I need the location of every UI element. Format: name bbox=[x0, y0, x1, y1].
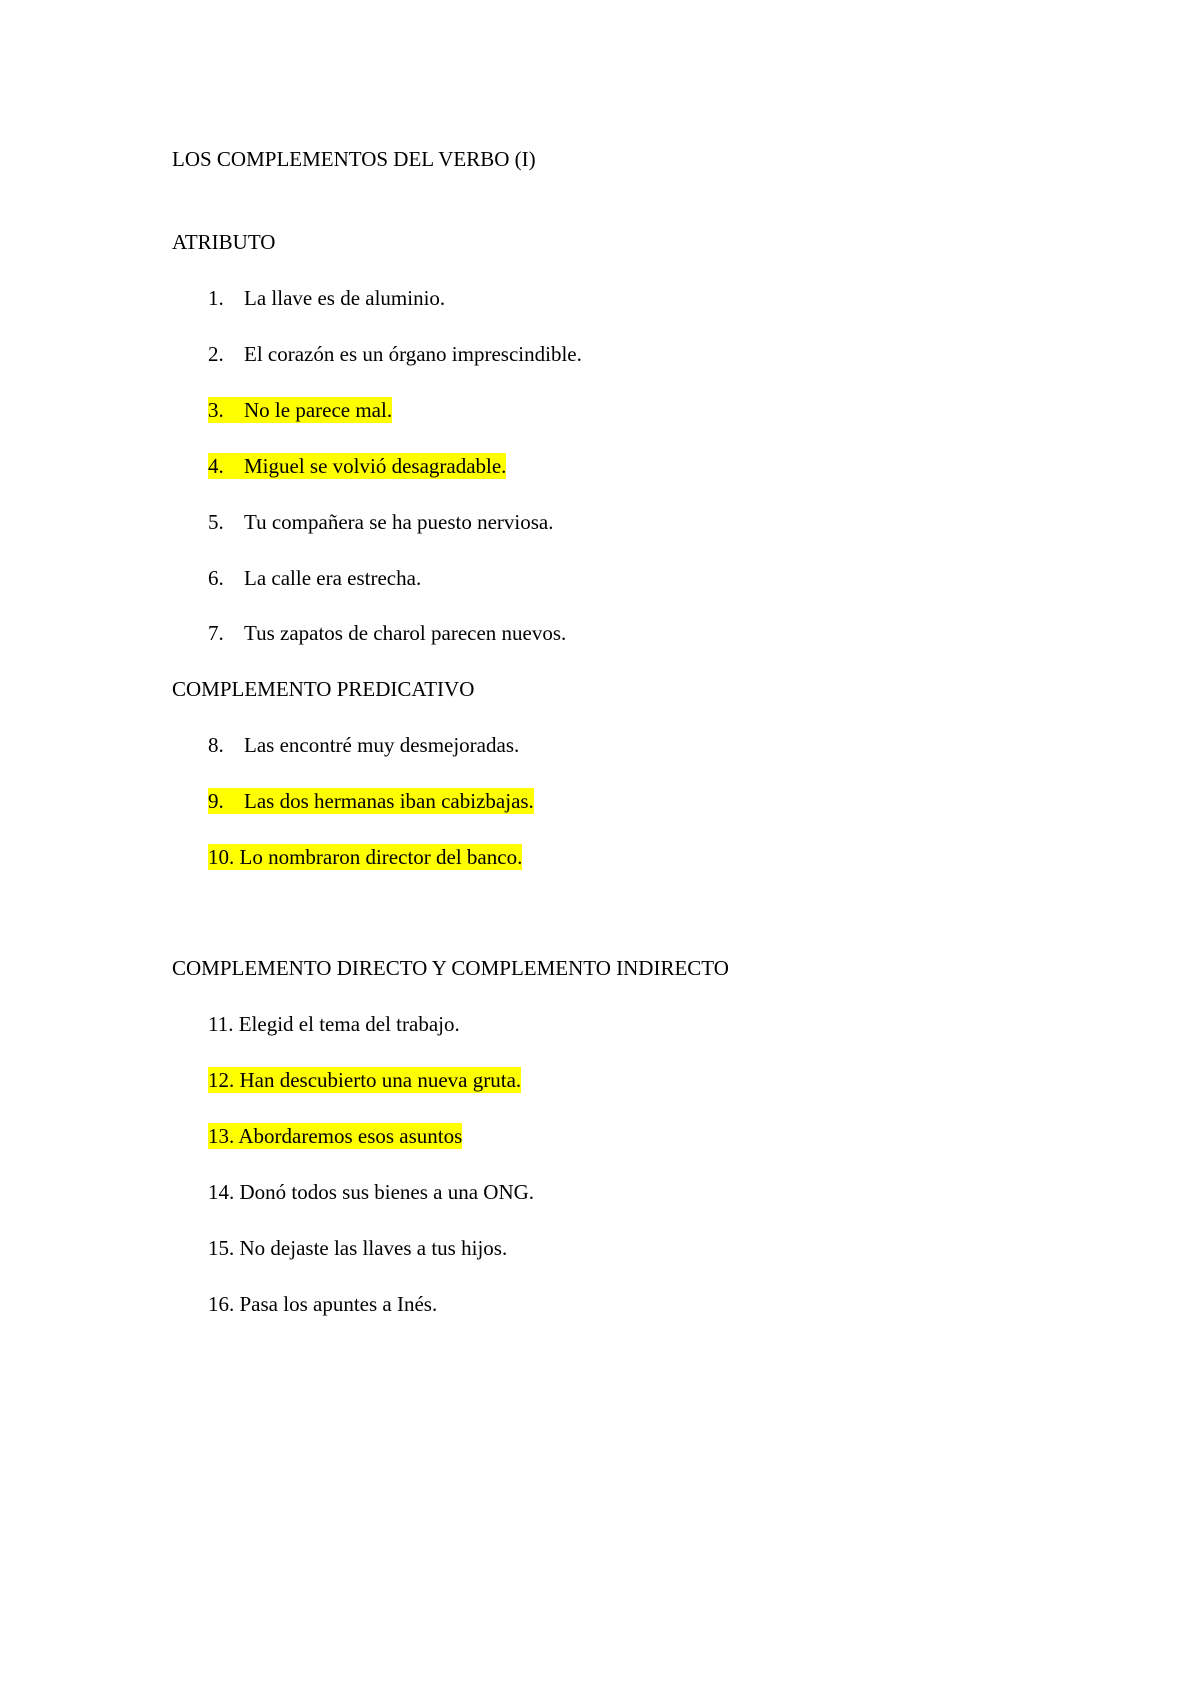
item-number: 14. bbox=[208, 1180, 235, 1204]
item-text-span bbox=[208, 621, 566, 645]
item-number: 3. bbox=[208, 398, 224, 422]
item-number: 10. bbox=[208, 845, 235, 869]
section-heading-directo-indirecto: COMPLEMENTO DIRECTO Y COMPLEMENTO INDIRECTO bbox=[172, 956, 729, 980]
item-number: 15. bbox=[208, 1236, 235, 1260]
list-item bbox=[208, 340, 582, 368]
highlight-mark bbox=[208, 397, 392, 423]
item-number: 7. bbox=[208, 621, 224, 645]
item-text-span bbox=[208, 510, 553, 534]
highlight-mark bbox=[208, 788, 534, 814]
highlight-mark bbox=[208, 1123, 462, 1149]
item-text: No dejaste las llaves a tus hijos. bbox=[239, 1236, 508, 1260]
list-item-highlighted bbox=[208, 1122, 462, 1150]
list-item bbox=[208, 508, 553, 536]
item-text: La calle era estrecha. bbox=[244, 566, 422, 590]
list-item bbox=[208, 1010, 460, 1038]
highlight-mark bbox=[208, 453, 506, 479]
list-item bbox=[208, 731, 519, 759]
document-title: LOS COMPLEMENTOS DEL VERBO (I) bbox=[172, 147, 536, 171]
item-text-span bbox=[208, 342, 582, 366]
list-item-highlighted bbox=[208, 396, 392, 424]
item-text-span bbox=[208, 1236, 507, 1260]
item-text: Abordaremos esos asuntos bbox=[238, 1124, 463, 1148]
item-text: Tus zapatos de charol parecen nuevos. bbox=[244, 621, 567, 645]
list-item bbox=[208, 619, 566, 647]
item-number: 12. bbox=[208, 1068, 235, 1092]
section-heading-predicativo: COMPLEMENTO PREDICATIVO bbox=[172, 677, 475, 701]
item-number: 8. bbox=[208, 733, 224, 757]
section-heading-atributo: ATRIBUTO bbox=[172, 230, 276, 254]
item-text: Tu compañera se ha puesto nerviosa. bbox=[244, 510, 554, 534]
item-text: Las encontré muy desmejoradas. bbox=[244, 733, 520, 757]
item-text: Pasa los apuntes a Inés. bbox=[239, 1292, 438, 1316]
item-number: 6. bbox=[208, 566, 224, 590]
item-number: 9. bbox=[208, 789, 224, 813]
item-text: El corazón es un órgano imprescindible. bbox=[244, 342, 582, 366]
item-text: Elegid el tema del trabajo. bbox=[238, 1012, 460, 1036]
list-item bbox=[208, 1290, 437, 1318]
item-text: Las dos hermanas iban cabizbajas. bbox=[244, 789, 534, 813]
list-item-highlighted bbox=[208, 1066, 521, 1094]
item-text-span bbox=[208, 733, 519, 757]
item-number: 2. bbox=[208, 342, 224, 366]
item-text-span bbox=[208, 566, 421, 590]
item-text-span bbox=[208, 1012, 460, 1036]
item-number: 16. bbox=[208, 1292, 235, 1316]
item-text: Miguel se volvió desagradable. bbox=[244, 454, 507, 478]
item-text: La llave es de aluminio. bbox=[244, 286, 446, 310]
item-text: No le parece mal. bbox=[244, 398, 393, 422]
list-item bbox=[208, 1178, 534, 1206]
item-number: 1. bbox=[208, 286, 224, 310]
item-text: Han descubierto una nueva gruta. bbox=[239, 1068, 522, 1092]
item-number: 13. bbox=[208, 1124, 235, 1148]
list-item bbox=[208, 284, 445, 312]
item-number: 11. bbox=[208, 1012, 234, 1036]
item-number: 4. bbox=[208, 454, 224, 478]
list-item-highlighted bbox=[208, 452, 506, 480]
list-item-highlighted bbox=[208, 843, 522, 871]
highlight-mark bbox=[208, 844, 522, 870]
item-text-span bbox=[208, 286, 445, 310]
list-item bbox=[208, 564, 421, 592]
highlight-mark bbox=[208, 1067, 521, 1093]
list-item bbox=[208, 1234, 507, 1262]
item-number: 5. bbox=[208, 510, 224, 534]
item-text-span bbox=[208, 1180, 534, 1204]
item-text: Donó todos sus bienes a una ONG. bbox=[239, 1180, 535, 1204]
list-item-highlighted bbox=[208, 787, 534, 815]
item-text-span bbox=[208, 1292, 437, 1316]
item-text: Lo nombraron director del banco. bbox=[239, 845, 523, 869]
